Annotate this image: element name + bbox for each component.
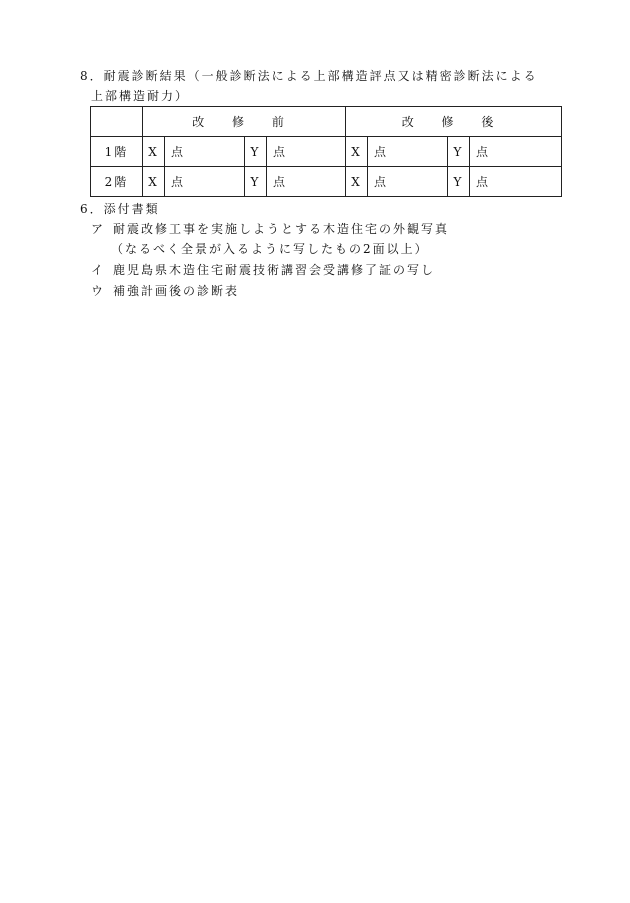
y-score-before: 点 — [267, 137, 346, 167]
item-text: 耐震改修工事を実施しようとする木造住宅の外観写真 — [113, 222, 450, 236]
y-axis-label: Y — [245, 137, 267, 167]
section-6-title: 6．添付書類 — [80, 202, 160, 216]
y-axis-label: Y — [448, 167, 470, 197]
y-score-before: 点 — [267, 167, 346, 197]
x-score-before: 点 — [165, 137, 245, 167]
attachment-item — [91, 283, 239, 299]
attachment-item-note: （なるべく全景が入るように写したもの2面以上） — [111, 242, 429, 256]
x-axis-label: X — [346, 137, 368, 167]
seismic-results-table — [90, 106, 562, 197]
x-axis-label: X — [143, 137, 165, 167]
item-marker: ウ — [91, 284, 106, 298]
item-text: 鹿児島県木造住宅耐震技術講習会受講修了証の写し — [113, 263, 436, 277]
table-row — [91, 167, 562, 197]
section-8-title-continued: 上部構造耐力） — [91, 89, 190, 103]
table-row — [91, 137, 562, 167]
floor-label: 1階 — [91, 137, 143, 167]
attachment-item — [91, 221, 449, 237]
y-score-after: 点 — [470, 137, 562, 167]
item-marker: イ — [91, 263, 106, 277]
header-after-renovation: 改 修 後 — [346, 107, 562, 137]
x-axis-label: X — [143, 167, 165, 197]
x-score-after: 点 — [368, 167, 448, 197]
y-score-after: 点 — [470, 167, 562, 197]
attachment-item — [91, 262, 435, 278]
section-8-title: 8．耐震診断結果（一般診断法による上部構造評点又は精密診断法による — [80, 69, 538, 83]
header-empty-cell — [91, 107, 143, 137]
y-axis-label: Y — [245, 167, 267, 197]
x-score-before: 点 — [165, 167, 245, 197]
item-text: 補強計画後の診断表 — [113, 284, 240, 298]
item-marker: ア — [91, 222, 106, 236]
x-axis-label: X — [346, 167, 368, 197]
y-axis-label: Y — [448, 137, 470, 167]
table-header-row — [91, 107, 562, 137]
floor-label: 2階 — [91, 167, 143, 197]
x-score-after: 点 — [368, 137, 448, 167]
header-before-renovation: 改 修 前 — [143, 107, 346, 137]
